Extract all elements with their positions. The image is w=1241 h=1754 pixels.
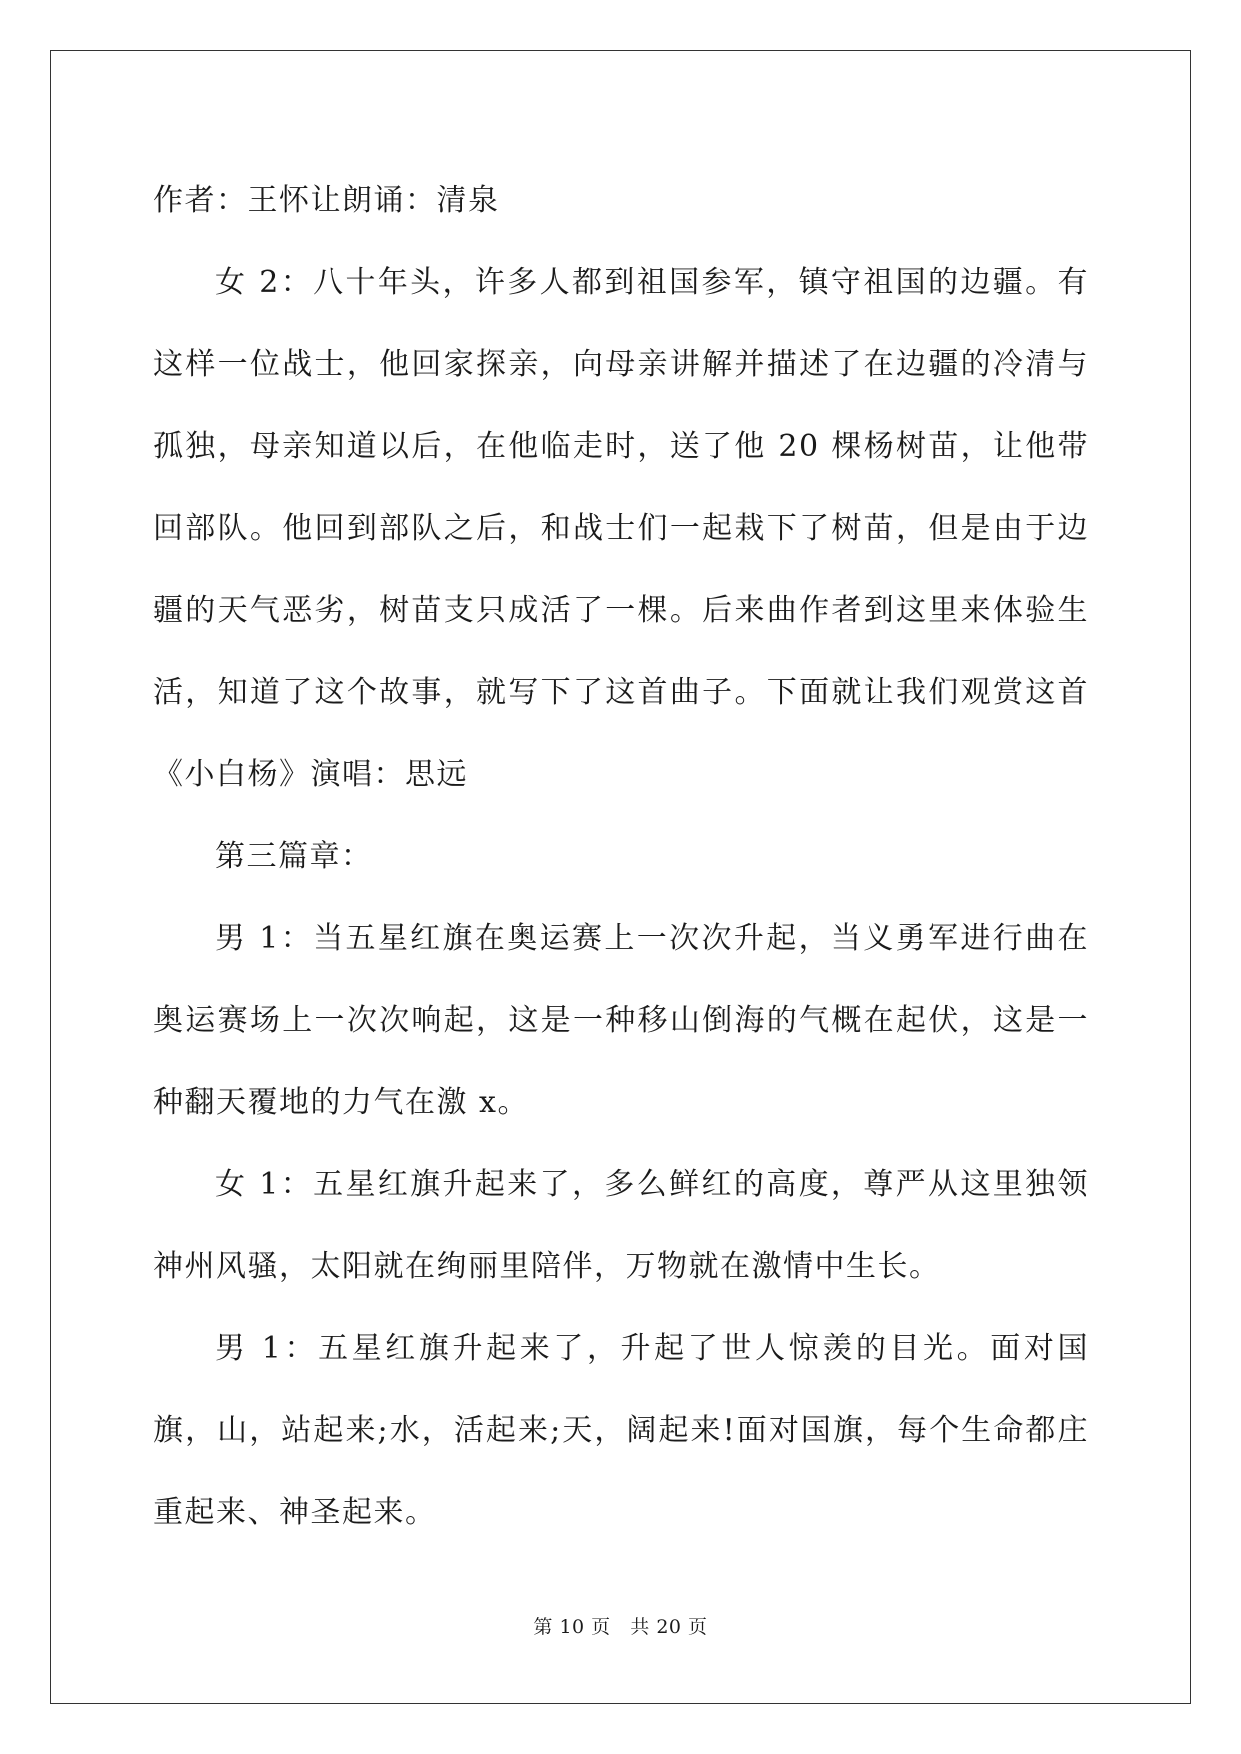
paragraph-female2-intro: 女 2：八十年头，许多人都到祖国参军，镇守祖国的边疆。有这样一位战士，他回家探亲，向母亲讲解并描述了在边疆的冷清与孤独，母亲知道以后，在他临走时，送了他 20 棵杨树苗，让他带回部队。他回到部队之后，和战士们一起栽下了树苗，但是由于边疆的天气恶劣，树苗支只成活了一棵。后来曲作者到这里来体验生活，知道了这个故事，就写下了这首曲子。下面就让我们观赏这首《小白杨》演唱：思远 [153,265,1089,792]
paragraph-male1-olympics: 男 1：当五星红旗在奥运赛上一次次升起，当义勇军进行曲在奥运赛场上一次次响起，这是一种移山倒海的气概在起伏，这是一种翻天覆地的力气在激 x。 [153,921,1089,1120]
paragraph-chapter-three: 第三篇章： [215,839,373,874]
page-footer [0,1612,1241,1639]
page-number: 第 10 页 共 20 页 [533,1616,708,1638]
paragraph-male1-flag: 男 1：五星红旗升起来了，升起了世人惊羡的目光。面对国旗，山，站起来;水，活起来;天，阔起来!面对国旗，每个生命都庄重起来、神圣起来。 [153,1331,1089,1530]
paragraph-author: 作者：王怀让朗诵：清泉 [153,183,500,218]
document-body [153,160,1089,1554]
paragraph-female1-flag: 女 1：五星红旗升起来了，多么鲜红的高度，尊严从这里独领神州风骚，太阳就在绚丽里陪伴，万物就在激情中生长。 [153,1167,1089,1284]
